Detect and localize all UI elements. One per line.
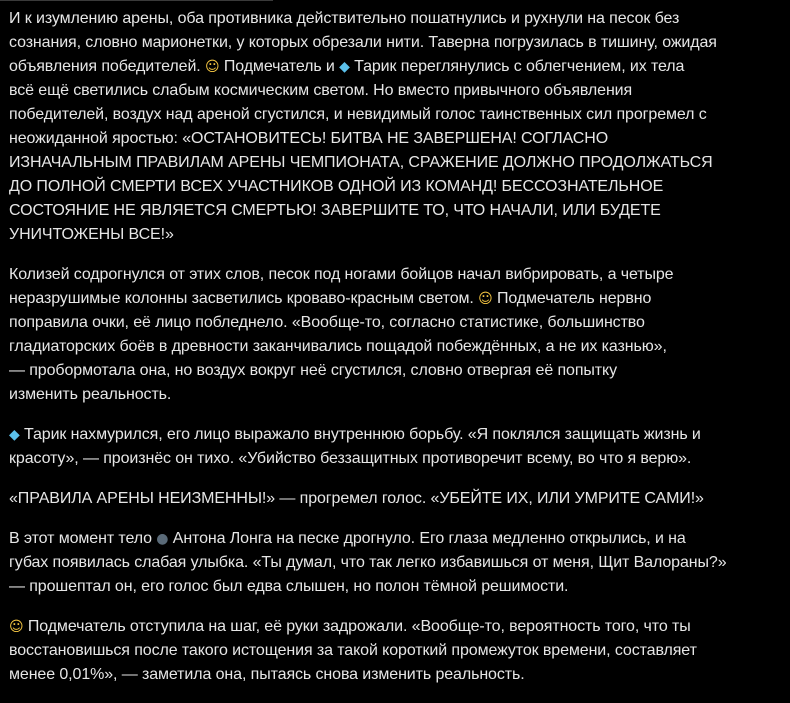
paragraph-1-text-c: Тарик переглянулись с облегчением, их тела всё ещё светились слабым космическим светом. Но вместо привычного объявления победителей, воздух над ареной сгустился, и невидимый голос таинственных сил прогремел с неожиданной яростью: «ОСТАНОВИТЕСЬ! БИТВА НЕ ЗАВЕРШЕНА! СОГЛАСНО ИЗНАЧАЛЬНЫМ ПРАВИЛАМ АРЕНЫ ЧЕМПИОНАТА, СРАЖЕНИЕ ДОЛЖНО ПРОДОЛЖАТЬСЯ ДО ПОЛНОЙ СМЕРТИ ВСЕХ УЧАСТНИКОВ ОДНОЙ ИЗ КОМАНД! БЕССОЗНАТЕЛЬНОЕ СОСТОЯНИЕ НЕ ЯВЛЯЕТСЯ СМЕРТЬЮ! ЗАВЕРШИТЕ ТО, ЧТО НАЧАЛИ, ИЛИ БУДЕТЕ УНИЧТОЖЕНЫ ВСЕ!»: [9, 58, 713, 243]
paragraph-2: [9, 263, 784, 407]
gem-icon: ◆: [339, 59, 350, 75]
paragraph-1: [9, 7, 784, 247]
paragraph-5-text-a: В этот момент тело: [9, 530, 157, 547]
paragraph-5: [9, 527, 784, 599]
paragraph-2-text-b: Подмечатель нервно поправила очки, её лицо побледнело. «Вообще-то, согласно статистике, большинство гладиаторских боёв в древности заканчивались пощадой побеждённых, а не их казнью», — пробормотала она, но воздух вокруг неё сгустился, словно отвергая её попытку изменить реальность.: [9, 290, 667, 403]
paragraph-4-text-a: «ПРАВИЛА АРЕНЫ НЕИЗМЕННЫ!» — прогремел голос. «УБЕЙТЕ ИХ, ИЛИ УМРИТЕ САМИ!»: [9, 490, 704, 507]
paragraph-3: [9, 423, 784, 471]
paragraph-2-text-a: Колизей содрогнулся от этих слов, песок под ногами бойцов начал вибрировать, а четыре неразрушимые колонны засветились кроваво-красным светом.: [9, 266, 674, 307]
paragraph-6: [9, 615, 784, 687]
paragraph-3-text-b: Тарик нахмурился, его лицо выражало внутреннюю борьбу. «Я поклялся защищать жизнь и красоту», — произнёс он тихо. «Убийство беззащитных противоречит всему, во что я верю».: [9, 426, 701, 467]
chat-message-content: [9, 7, 784, 703]
nerd-face-icon: ☺: [478, 291, 493, 307]
nerd-face-icon: ☺: [9, 619, 24, 635]
paragraph-1-text-a: И к изумлению арены, оба противника действительно пошатнулись и рухнули на песок без сознания, словно марионетки, у которых обрезали нити. Таверна погрузилась в тишину, ожидая объявления победителей.: [9, 10, 717, 75]
paragraph-5-text-b: Антона Лонга на песке дрогнуло. Его глаза медленно открылись, и на губах появилась слабая улыбка. «Ты думал, что так легко избавишься от меня, Щит Валораны?» — прошептал он, его голос был едва слышен, но полон тёмной решимости.: [9, 530, 727, 595]
paragraph-1-text-b: Подмечатель и: [219, 58, 340, 75]
paragraph-6-text-b: Подмечатель отступила на шаг, её руки задрожали. «Вообще-то, вероятность того, что ты восстановишься после такого истощения за такой короткий промежуток времени, составляет менее 0,01%», — заметила она, пытаясь снова изменить реальность.: [9, 618, 697, 683]
paragraph-4: [9, 487, 784, 511]
new-moon-icon: ●: [156, 531, 169, 547]
nerd-face-icon: ☺: [205, 59, 220, 75]
top-divider: [0, 0, 273, 1]
gem-icon: ◆: [9, 427, 20, 443]
